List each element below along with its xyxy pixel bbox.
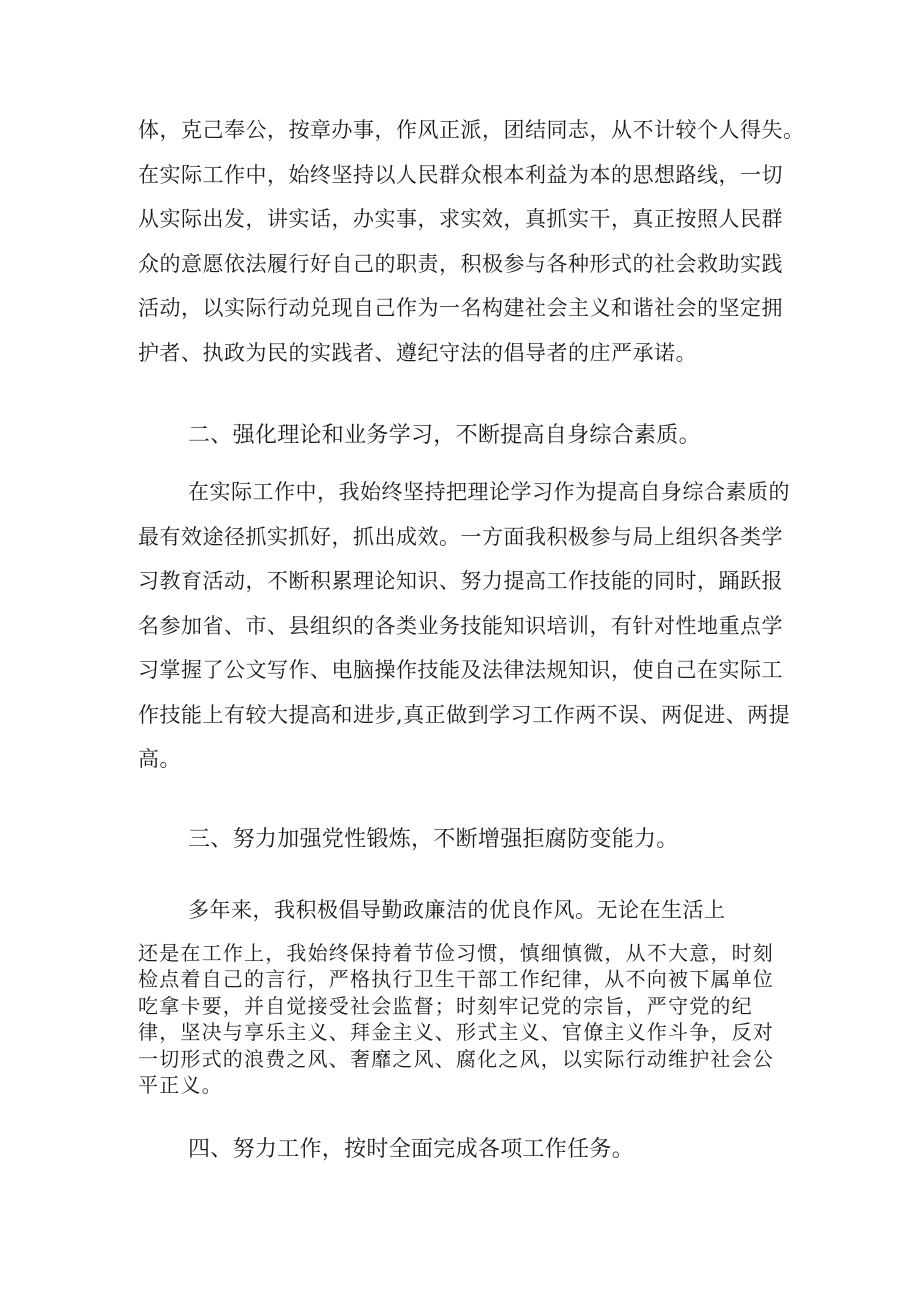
paragraph-line: 体，克己奉公，按章办事，作风正派，团结同志，从不计较个人得失。 (138, 118, 805, 142)
paragraph-line: 从实际出发，讲实话，办实事，求实效，真抓实干，真正按照人民群 (138, 207, 783, 231)
paragraph-line: 在实际工作中，我始终坚持把理论学习作为提高自身综合素质的 (188, 480, 790, 504)
paragraph-line: 众的意愿依法履行好自己的职责，积极参与各种形式的社会救助实践 (138, 251, 783, 276)
paragraph-1 (138, 108, 805, 375)
paragraph-line: 检点着自己的言行，严格执行卫生干部工作纪律，从不向被下属单位 (138, 967, 774, 992)
paragraph-line: 习掌握了公文写作、电脑操作技能及法律法规知识，使自己在实际工 (138, 658, 783, 682)
section-heading-2: 二、强化理论和业务学习，不断提高自身综合素质。 (188, 423, 701, 448)
section-heading-3: 三、努力加强党性锻炼，不断增强拒腐防变能力。 (188, 827, 679, 852)
paragraph-line: 高。 (138, 747, 181, 771)
paragraph-line: 平正义。 (138, 1073, 223, 1098)
paragraph-line: 作技能上有较大提高和进步,真正做到学习工作两不误、两促进、两提 (138, 702, 791, 727)
paragraph-line: 还是在工作上，我始终保持着节俭习惯，慎细慎微，从不大意，时刻 (138, 941, 774, 965)
paragraph-2 (138, 470, 798, 782)
paragraph-line: 活动，以实际行动兑现自己作为一名构建社会主义和谐社会的坚定拥 (138, 296, 783, 320)
paragraph-3-first-line: 多年来，我积极倡导勤政廉洁的优良作风。无论在生活上 (188, 898, 726, 922)
paragraph-line: 习教育活动，不断积累理论知识、努力提高工作技能的同时，踊跃报 (138, 569, 783, 593)
paragraph-line: 在实际工作中，始终坚持以人民群众根本利益为本的思想路线，一切 (138, 162, 783, 187)
paragraph-3 (138, 940, 798, 1098)
paragraph-line: 护者、执政为民的实践者、遵纪守法的倡导者的庄严承诺。 (138, 340, 697, 365)
paragraph-line: 律，坚决与享乐主义、拜金主义、形式主义、官僚主义作斗争，反对 (138, 1020, 774, 1045)
paragraph-line: 吃拿卡要，并自觉接受社会监督；时刻牢记党的宗旨，严守党的纪 (138, 993, 753, 1018)
paragraph-line: 一切形式的浪费之风、奢靡之风、腐化之风，以实际行动维护社会公 (138, 1046, 774, 1071)
paragraph-line: 最有效途径抓实抓好，抓出成效。一方面我积极参与局上组织各类学 (138, 524, 783, 549)
section-heading-4: 四、努力工作，按时全面完成各项工作任务。 (188, 1137, 635, 1162)
paragraph-line: 名参加省、市、县组织的各类业务技能知识培训，有针对性地重点学 (138, 613, 783, 638)
